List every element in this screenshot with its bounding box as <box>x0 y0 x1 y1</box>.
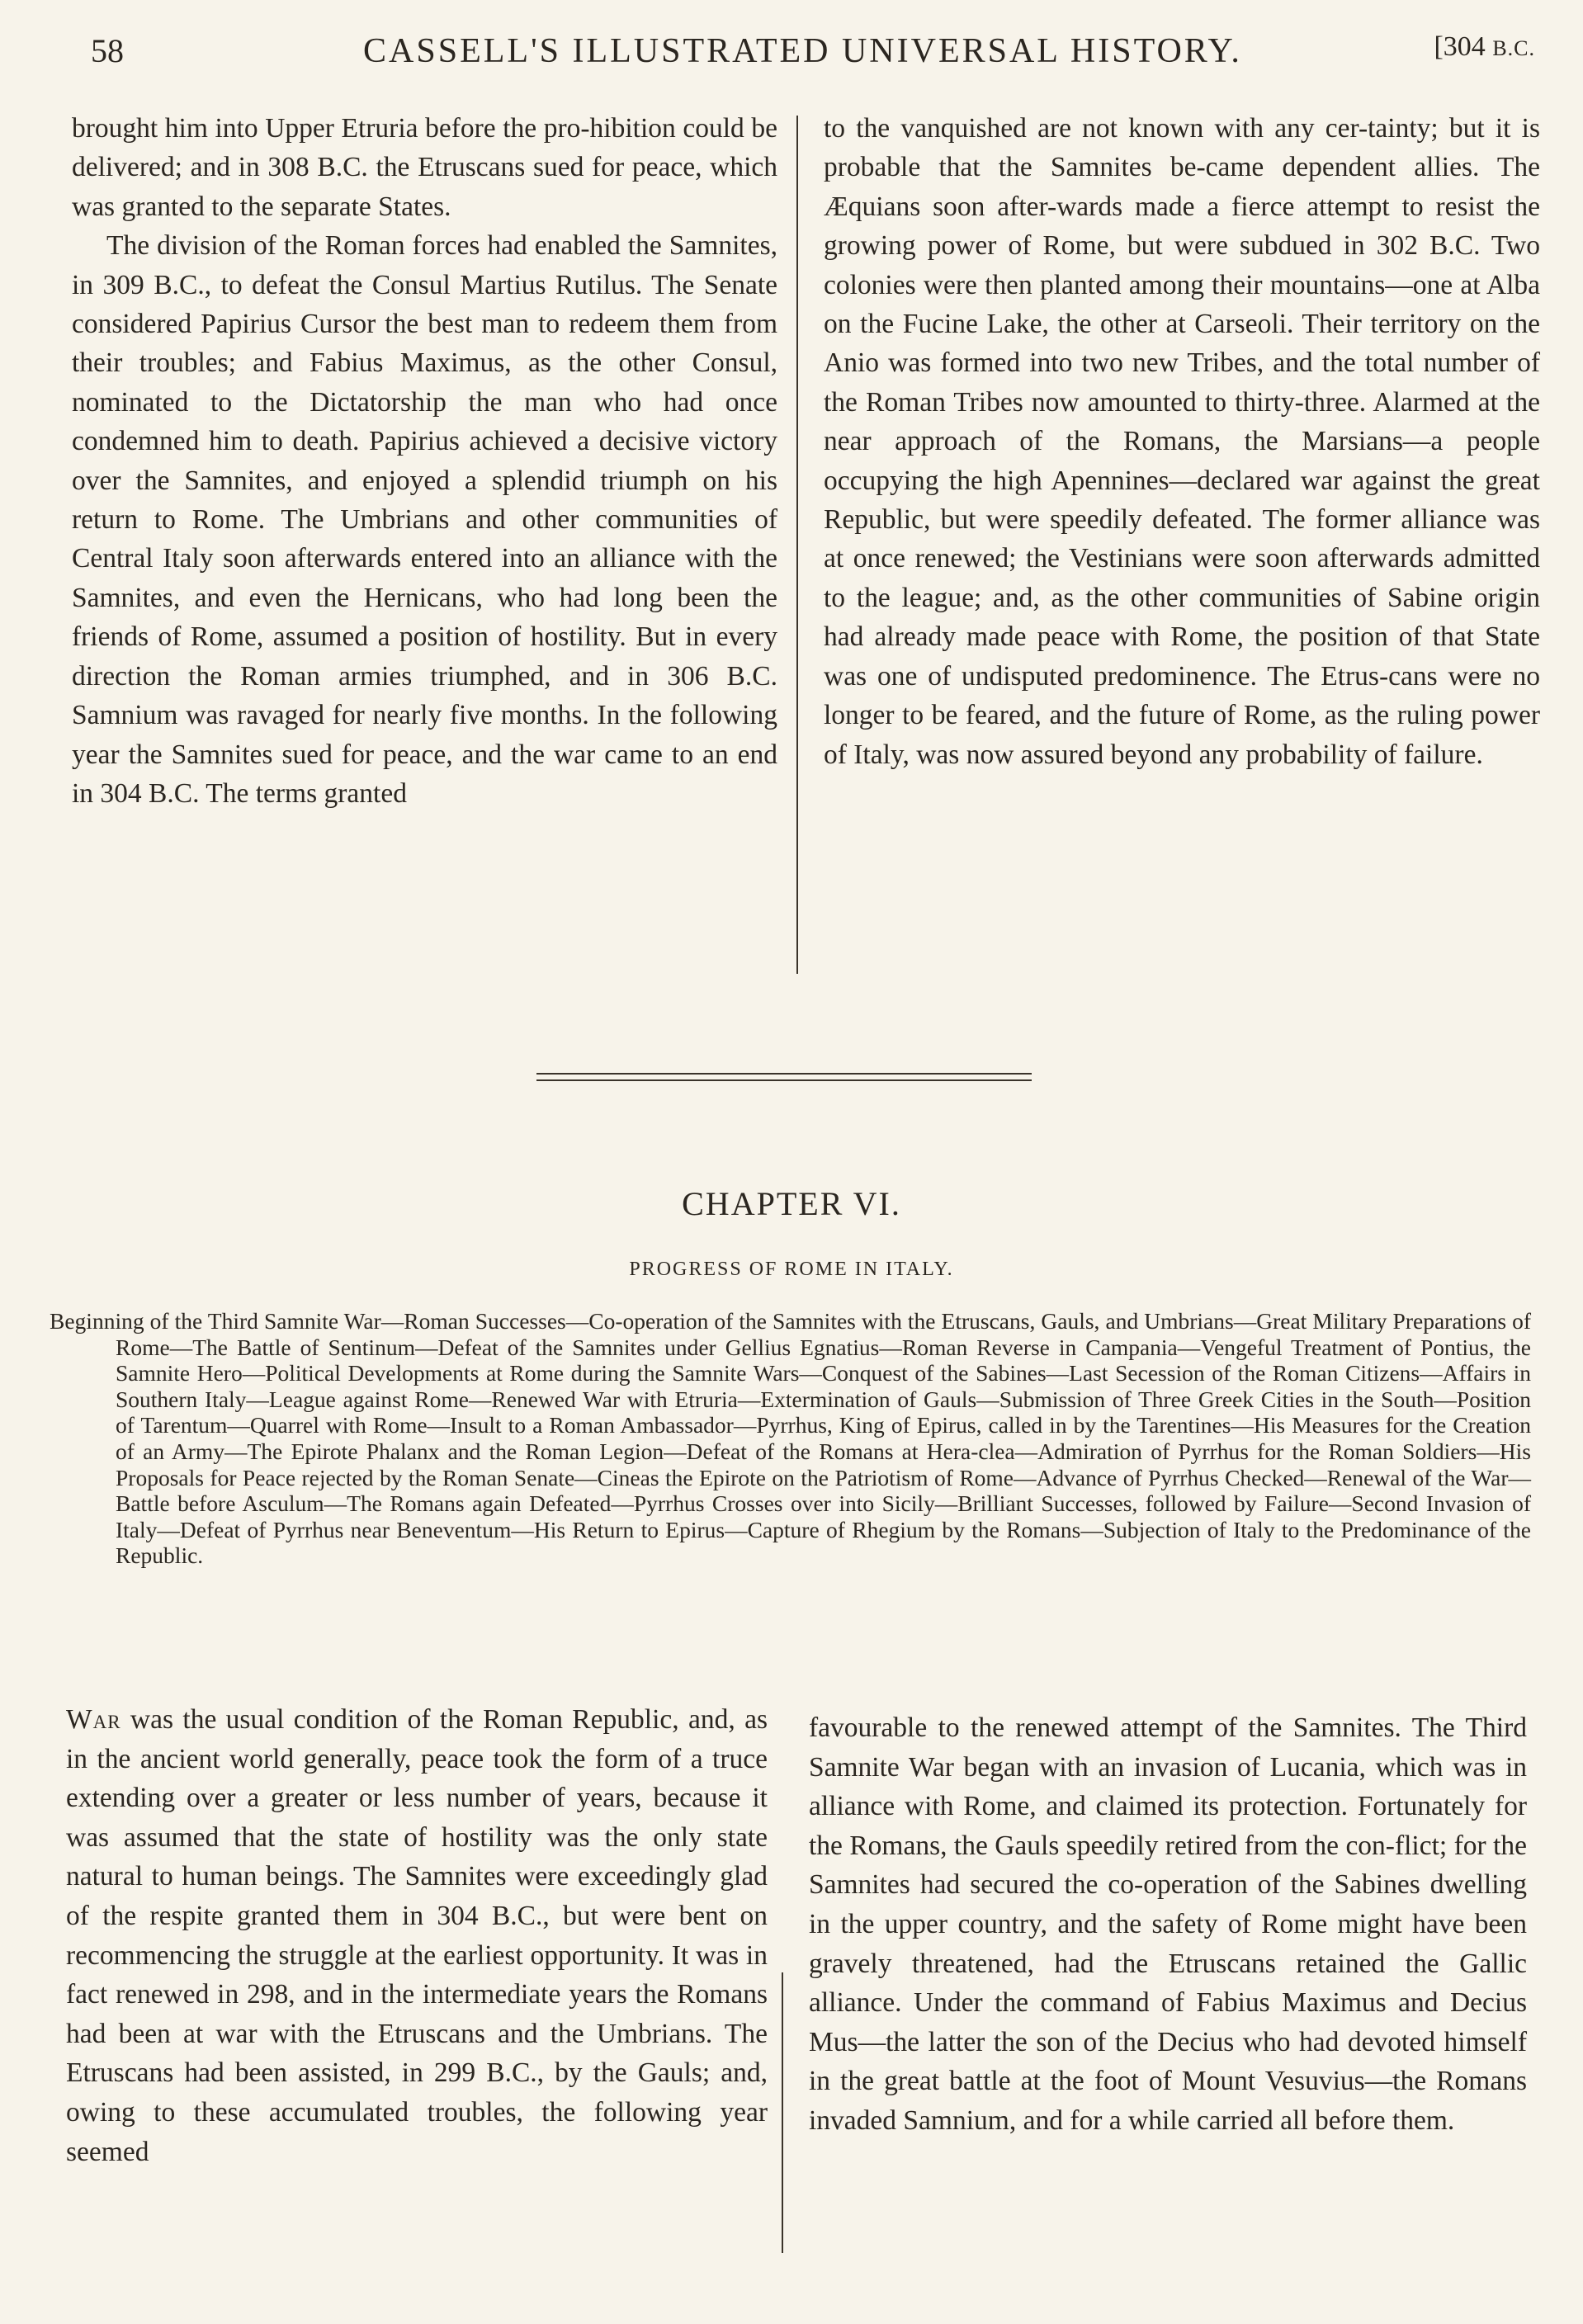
paragraph: The division of the Roman forces had enabled the Samnites, in 309 B.C., to defeat the Consul Martius Rutilus. The Senate considered Papirius Cursor the best man to redeem them from their troubles; and Fabius Maximus, as the other Consul, nominated to the Dictatorship the man who had once condemned him to death. Papirius achieved a decisive victory over the Samnites, and enjoyed a splendid triumph on his return to Rome. The Umbrians and other communities of Central Italy soon afterwards entered into an alliance with the Samnites, and even the Hernicans, who had long been the friends of Rome, assumed a position of hostility. But in every direction the Roman armies triumphed, and in 306 B.C. Samnium was ravaged for nearly five months. In the following year the Samnites sued for peace, and the war came to an end in 304 B.C. The terms granted <box>72 230 777 809</box>
paragraph-text: was the usual condition of the Roman Republic, and, as in the ancient world generally, peace took the form of a truce extending over a greater or less number of years, because it was assumed that the state of hostility was the only state natural to human beings. The Samnites were exceedingly glad of the respite granted them in 304 B.C., but were bent on recommencing the struggle at the earliest opportunity. It was in fact renewed in 298, and in the intermediate years the Romans had been at war with the Etruscans and the Umbrians. The Etruscans had been assisted, in 299 B.C., by the Gauls; and, owing to these accumulated troubles, the following year seemed <box>66 1704 768 2167</box>
paragraph: brought him into Upper Etruria before the pro-hibition could be delivered; and in 308 B.C. the Etruscans sued for peace, which was granted to the separate States. <box>72 113 777 222</box>
bottom-right-column <box>809 1708 1527 2141</box>
chapter-subtitle: PROGRESS OF ROME IN ITALY. <box>629 1259 954 1280</box>
running-date-year: [304 <box>1434 31 1486 62</box>
page-number: 58 <box>91 32 124 69</box>
running-date <box>1434 31 1535 63</box>
chapter-title: CHAPTER VI. <box>682 1185 901 1222</box>
chapter-synopsis <box>50 1308 1531 1569</box>
column-rule <box>782 1972 783 2253</box>
running-date-era: B.C. <box>1492 36 1535 60</box>
paragraph: favourable to the renewed attempt of the Samnites. The Third Samnite War began with an invasion of Lucania, which was in alliance with Rome, and claimed its protection. Fortunately for the Romans, the Gauls speedily retired from the con-flict; for the Samnites had secured the co-operation of the Sabines dwelling in the upper country, and the safety of Rome might have been gravely threatened, had the Etruscans retained the Gallic alliance. Under the command of Fabius Maximus and Decius Mus—the latter the son of the Decius who had devoted himself in the great battle at the foot of Mount Vesuvius—the Romans invaded Samnium, and for a while carried all before them. <box>809 1712 1527 2136</box>
column-rule <box>796 116 798 974</box>
top-right-column <box>824 109 1540 774</box>
bottom-left-column <box>66 1700 768 2171</box>
running-head <box>70 31 1535 81</box>
top-left-column <box>72 109 777 813</box>
paragraph <box>66 1700 768 2171</box>
paragraph: to the vanquished are not known with any cer-tainty; but it is probable that the Samnites be-came dependent allies. The Æquians soon after-wards made a fierce attempt to resist the growing power of Rome, but were subdued in 302 B.C. Two colonies were then planted among their mountains—one at Alba on the Fucine Lake, the other at Carseoli. Their territory on the Anio was formed into two new Tribes, and the total number of the Roman Tribes now amounted to thirty-three. Alarmed at the near approach of the Romans, the Marsians—a people occupying the high Apennines—declared war against the great Republic, but were speedily defeated. The former alliance was at once renewed; the Vestinians were soon afterwards admitted to the league; and, as the other communities of Sabine origin had already made peace with Rome, the position of that State was one of undisputed predominence. The Etrus-cans were no longer to be feared, and the future of Rome, as the ruling power of Italy, was now assured beyond any probability of failure. <box>824 113 1540 770</box>
opening-word: War <box>66 1704 121 1735</box>
synopsis-text: Beginning of the Third Samnite War—Roman Successes—Co-operation of the Samnites with the Etruscans, Gauls, and Umbrians—Great Military Preparations of Rome—The Battle of Sentinum—Defeat of the Samnites under Gellius Egnatius—Roman Reverse in Campania—Vengeful Treatment of Pontius, the Samnite Hero—Political Developments at Rome during the Samnite Wars—Conquest of the Sabines—Last Secession of the Roman Citizens—Affairs in Southern Italy—League against Rome—Renewed War with Etruria—Extermination of Gauls—Submission of Three Greek Cities in the South—Position of Tarentum—Quarrel with Rome—Insult to a Roman Ambassador—Pyrrhus, King of Epirus, called in by the Tarentines—His Measures for the Creation of an Army—The Epirote Phalanx and the Roman Legion—Defeat of the Romans at Hera-clea—Admiration of Pyrrhus for the Roman Soldiers—His Proposals for Peace rejected by the Roman Senate—Cineas the Epirote on the Patriotism of Rome—Advance of Pyrrhus Checked—Renewal of the War—Battle before Asculum—The Romans again Defeated—Pyrrhus Crosses over into Sicily—Brilliant Successes, followed by Failure—Second Invasion of Italy—Defeat of Pyrrhus near Beneventum—His Return to Epirus—Capture of Rhegium by the Romans—Subjection of Italy to the Predominance of the Republic. <box>50 1308 1531 1569</box>
running-title: CASSELL'S ILLUSTRATED UNIVERSAL HISTORY. <box>363 32 1242 70</box>
section-divider <box>536 1073 1032 1081</box>
